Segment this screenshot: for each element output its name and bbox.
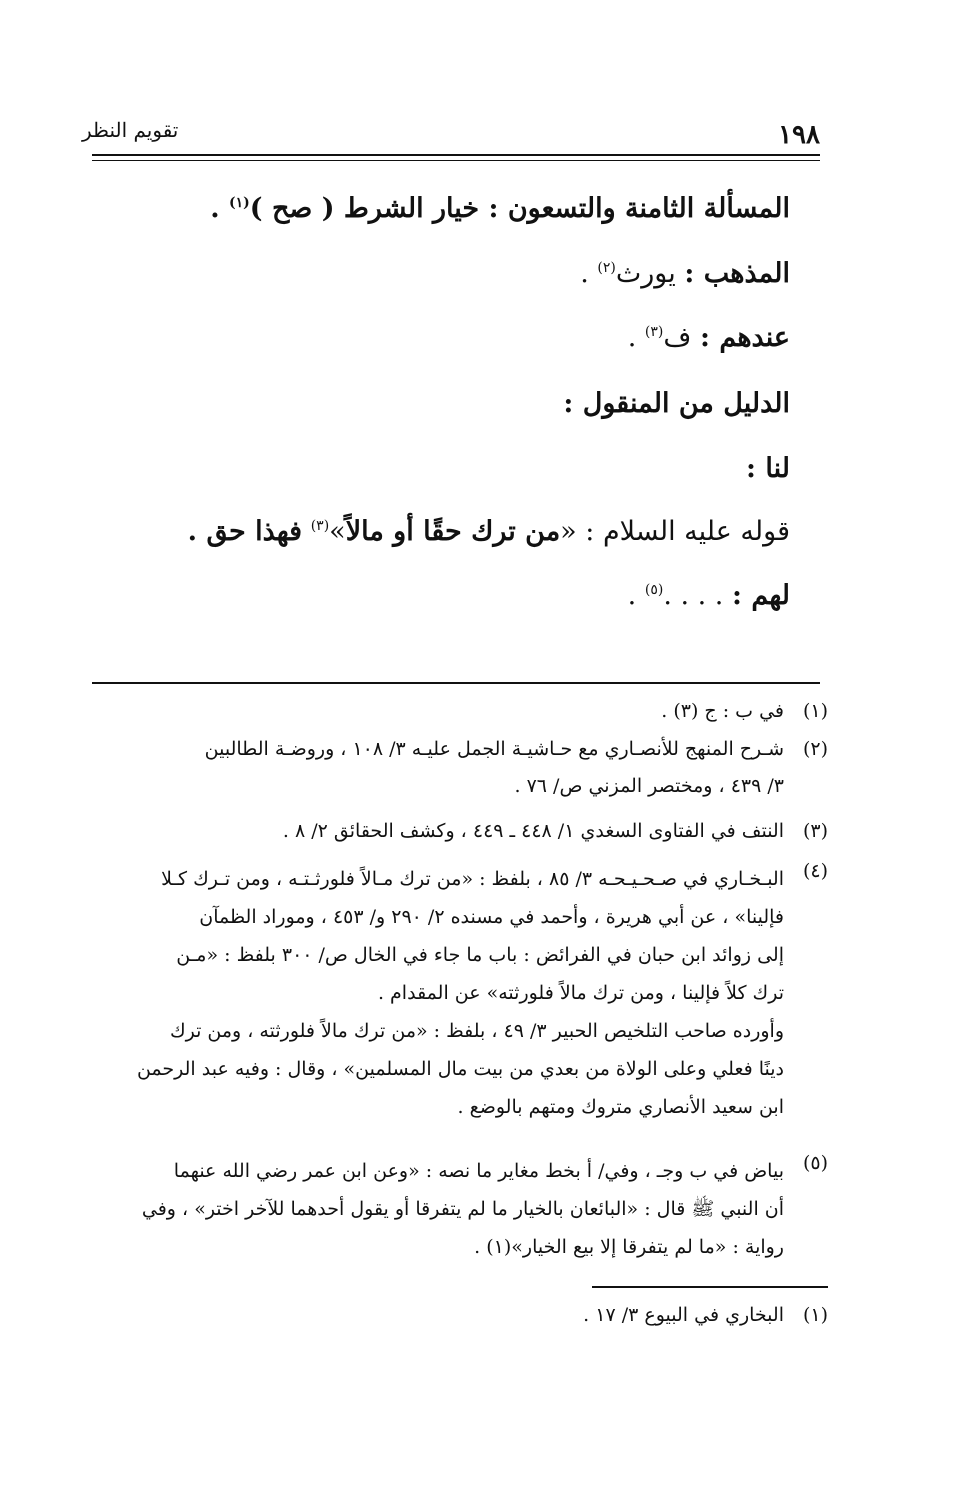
- footnote-number: (٢): [802, 738, 828, 760]
- hadith-close: »: [329, 516, 346, 547]
- header-rule-thin: [92, 160, 820, 161]
- lahum-label: لهم :: [731, 580, 790, 611]
- hadith-intro: قوله عليه السلام : «: [560, 516, 790, 547]
- footnote-line: وأورده صاحب التلخيص الحبير ٣/ ٤٩ ، بلفظ : «من ترك مالاً فلورثته ، ومن ترك: [169, 1020, 784, 1042]
- hadith-conclusion: فهذا حق .: [187, 516, 303, 547]
- hadith-ref: (٣): [310, 518, 330, 534]
- evidence-heading: الدليل من المنقول :: [563, 388, 790, 419]
- footnote-separator: [92, 682, 820, 684]
- footnote-line: ابن سعيد الأنصاري متروك ومتهم بالوضع .: [457, 1096, 784, 1118]
- subfootnote-separator: [592, 1286, 828, 1288]
- indahum-label: عندهم :: [699, 322, 790, 353]
- footnote-line: رواية : «ما لم يتفرقا إلا بيع الخيار»(١) .: [474, 1236, 784, 1258]
- issue-heading: المسألة الثامنة والتسعون : خيار الشرط ( صح ): [249, 193, 790, 224]
- madhhab-label: المذهب :: [684, 258, 790, 289]
- footnote-number: (٣): [802, 820, 828, 842]
- footnote-line: ٣/ ٤٣٩ ، ومختصر المزني ص/ ٧٦ .: [514, 774, 784, 797]
- footnote-number: (١): [802, 700, 828, 722]
- hadith-text: من ترك حقًا أو مالاً: [345, 516, 561, 547]
- issue-heading-line: المسألة الثامنة والتسعون : خيار الشرط ( صح )$^{(١)}$ .: [210, 193, 790, 224]
- subfootnote-text: البخاري في البيوع ٣/ ١٧ .: [583, 1304, 784, 1326]
- lahum-ref: (٥): [644, 582, 664, 598]
- lana-label: لنا :: [746, 453, 790, 484]
- subfootnote-number: (١): [802, 1304, 828, 1326]
- footnote-number: (٥): [802, 1152, 828, 1174]
- hadith-line: [188, 516, 790, 548]
- footnote-line: النتف في الفتاوى السغدي ١/ ٤٤٨ ـ ٤٤٩ ، وكشف الحقائق ٢/ ٨ .: [282, 820, 784, 842]
- madhhab-line: المذهب : يورث$^{(٢)}$ .: [580, 258, 790, 289]
- footnote-line: أن النبي ﷺ قال : «البائعان بالخيار ما لم يتفرقا أو يقول أحدهما للآخر اختر» ، وفي: [141, 1198, 784, 1220]
- book-title: تقويم النظر: [82, 118, 179, 142]
- madhhab-value: يورث: [615, 258, 676, 289]
- lahum-line: لهم : . . . .$^{(٥)}$ .: [627, 580, 790, 611]
- footnote-line: بياض في ب وجـ ، وفي/ أ بخط مغاير ما نصه : «وعن ابن عمر رضي الله عنهما: [173, 1160, 784, 1182]
- madhhab-ref: (٢): [597, 260, 616, 276]
- footnote-line: فإلينا» ، عن أبي هريرة ، وأحمد في مسنده ٢/ ٢٩٠ و/ ٤٥٣ ، وموراد الظمآن: [199, 906, 784, 928]
- lahum-value: . . . .: [663, 580, 724, 611]
- header-rule: [92, 154, 820, 156]
- indahum-line: عندهم : ف$^{(٣)}$ .: [627, 322, 790, 353]
- footnote-line: في ب : ج (٣) .: [661, 700, 784, 722]
- footnote-line: البـخـاري في صـحـيـحـه ٣/ ٨٥ ، بلفظ : «من ترك مـالاً فلورثـتـه ، ومن تـرك كـلا: [161, 868, 784, 890]
- footnote-line: دينًا فعلي وعلى الولاة من بعدي من بيت مال المسلمين» ، وقال : وفيه عبد الرحمن: [136, 1058, 784, 1080]
- footnote-line: إلى زوائد ابن حبان في الفرائض : باب ما جاء في الخال ص/ ٣٠٠ بلفظ : «مـن: [176, 944, 784, 966]
- footnote-line: ترك كلاً فإلينا ، ومن ترك مالاً فلورثته» عن المقدام .: [377, 982, 784, 1004]
- footnote-line: شـرح المنهج للأنصـاري مع حـاشيـة الجمل عليـه ٣/ ١٠٨ ، وروضـة الطالبين: [204, 738, 784, 760]
- indahum-ref: (٣): [644, 324, 664, 340]
- page-number: ١٩٨: [778, 120, 820, 150]
- issue-ref: (١): [229, 195, 250, 211]
- footnote-number: (٤): [802, 860, 828, 882]
- indahum-value: ف: [663, 322, 692, 353]
